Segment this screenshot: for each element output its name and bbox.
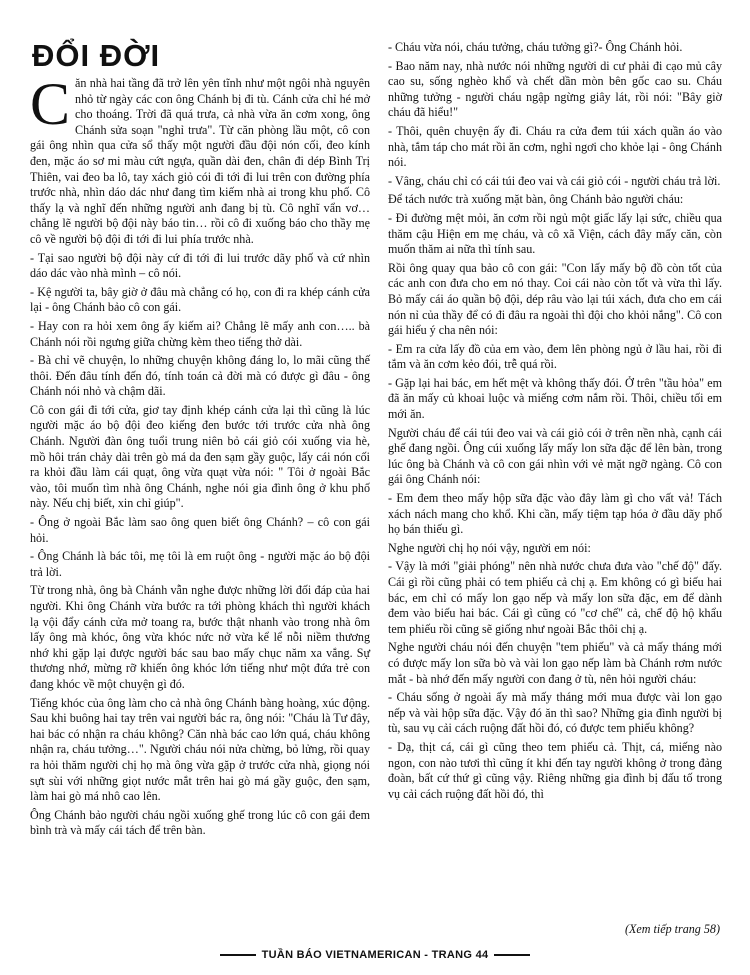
footer-text: TUẦN BÁO VIETNAMERICAN - TRANG 44: [261, 949, 489, 961]
lead-paragraph: [30, 71, 370, 248]
right-column: [388, 40, 722, 805]
lead-paragraph-text: ăn nhà hai tầng đã trở lên yên tĩnh như một ngôi nhà nguyên nhỏ từ ngày các con ông Chánh bị đi tù. Cánh cửa chỉ hé mở cho thoáng. Trời đã quá trưa, cả nhà vừa ăn cơm xong, ông Chánh sửa soạn "nghỉ trưa". Từ căn phòng lầu một, cô con gái ông nhìn qua cửa sổ thấy một người đầu đội nón cối, đeo kính đen, mặc áo sơ mi màu cứt ngựa, quần dài đen, chân đi dép Bình Trị Thiên, vai đeo ba lô, tay xách giỏ cói đi tới đi lui trên con đường phía trước nhà, nhìn dáo dác như đang tìm kiếm nhà ai trong khu phố. Cô thấy lạ và nghĩ đến những người anh đang bị tù. Cô nghĩ vẩn vơ… chẳng lẽ người bộ đội này báo tin… rồi cô đi xuống báo cho thầy mẹ cô về người bộ đội đi tới đi lui phía trước nhà.: [30, 76, 370, 246]
body-paragraph: - Gặp lại hai bác, em hết mệt và không thấy đói. Ở trên "tầu hỏa" em đã ăn mấy củ khoai luộc và miếng cơm nắm rồi. Thôi, chiều tối em mới ăn.: [388, 375, 722, 422]
body-paragraph: - Kệ người ta, bây giờ ở đâu mà chẳng có họ, con đi ra khép cánh cửa lại - ông Chánh bảo cô con gái.: [30, 284, 370, 315]
article-title: ĐỔI ĐỜI: [32, 38, 161, 73]
body-paragraph: - Vậy là mới "giải phóng" nên nhà nước chưa đưa vào "chế độ" đấy. Cái gì rồi cũng phải có tem phiếu cả chị ạ. Em không có gì biếu hai bác, em chỉ có mấy lon gạo nếp và mấy lon sữa đặc, em để dành đem vào biếu hai bác. Cái gì cũng có "cơ chế" cả, chế độ hộ khẩu tem phiếu rồi cũng sẽ giống như ngoài Bắc thôi chị ạ.: [388, 559, 722, 636]
drop-cap: C: [30, 71, 71, 137]
body-paragraph: - Cháu vừa nói, cháu tưởng, cháu tưởng gì?- Ông Chánh hỏi.: [388, 40, 683, 54]
body-paragraph: - Dạ, thịt cá, cái gì cũng theo tem phiếu cả. Thịt, cá, miếng nào ngon, con nào tươi thì cũng ít khi đến tay người không ở trong đảng đoàn, bất cứ thứ gì cũng vậy. Riêng những gia đình bị đấu tố trong vụ cải cách ruộng đất hồi đó, thì: [388, 739, 722, 801]
body-paragraph: Nghe người cháu nói đến chuyện "tem phiếu" và cả mấy tháng mới có được mấy lon sữa bò và vài lon gạo nếp làm bà Chánh rơm nước mắt - bà nhớ đến mấy người con đang ở tù, nên hỏi người cháu:: [388, 640, 722, 686]
footer-rule-left: [220, 954, 256, 956]
body-paragraph: Từ trong nhà, ông bà Chánh vẫn nghe được những lời đối đáp của hai người. Khi ông Chánh vừa bước ra tới phòng khách thì người khách lạ vội đẩy cánh cửa mở toang ra, bước thật nhanh vào trong nhà ôm lấy ông mà khóc, ông vừa khóc nức nở vừa kể lể nỗi niềm thương nhớ khi gặp lại được người bác sau bao mấy chục năm xa vắng. Sự thương nhớ, mừng rỡ khiến ông khóc lớn tiếng như một đứa trẻ con đang khóc về một chuyện gì đó.: [30, 583, 370, 691]
footer-rule-right: [494, 954, 530, 956]
body-paragraph: - Bà chỉ vẽ chuyện, lo những chuyện không đáng lo, lo mãi cũng thế thôi. Đến đâu tính đến đó, tính toán cả đời mà có được gì đâu - ông Chánh nói nhỏ và chậm dãi.: [30, 353, 370, 399]
body-paragraph: - Thôi, quên chuyện ấy đi. Cháu ra cửa đem túi xách quần áo vào nhà, tắm táp cho mát rồi ăn cơm, nghỉ ngơi cho khỏe lại - ông Chánh nói.: [388, 123, 722, 170]
body-paragraph: Để tách nước trà xuống mặt bàn, ông Chánh bảo người cháu:: [388, 192, 684, 207]
body-paragraph: Người cháu để cái túi đeo vai và cái giỏ cói ở trên nền nhà, cạnh cái ghế đang ngồi. Ông cúi xuống lấy mấy lon sữa đặc để lên bàn, trong lúc ông bà Chánh và cô con gái nhìn với vẻ mặt ngỡ ngàng. Cô con gái ông Chánh nói:: [388, 425, 722, 487]
body-paragraph: Ông Chánh bảo người cháu ngồi xuống ghế trong lúc cô con gái đem bình trà và mấy cái tách để trên bàn.: [30, 807, 370, 838]
body-paragraph: - Cháu sống ở ngoài ấy mà mấy tháng mới mua được vài lon gạo nếp và vài hộp sữa đặc. Vậy đó ăn thì sao? Những gia đình người bị tù, sau vụ cải cách ruộng đất hồi đó, có được tem phiếu không?: [388, 690, 722, 736]
body-paragraph: Cô con gái đi tới cửa, giơ tay định khép cánh cửa lại thì cũng là lúc người mặc áo bộ đội đeo kiếng đen bước tới trước cửa nhà ông Chánh. Người đàn ông tuổi trung niên bỏ cái giỏ cói xuống via hè, mồ hôi trán chảy dài trên gò má da đen sạm gầy guộc, lấy cái nón cối ra khỏi đầu làm cái quạt, ông vừa quạt vừa nói: " Tôi ở ngoài Bắc vào, tôi muốn tìm nhà ông Chánh, nghe nói gia đình ông ở khu phố này. Nếu chị biết, xin chỉ giúp".: [30, 402, 370, 511]
body-paragraph: Nghe người chị họ nói vậy, người em nói:: [388, 540, 591, 555]
body-paragraph: - Hay con ra hỏi xem ông ấy kiếm ai? Chẳng lẽ mấy anh con….. bà Chánh nói rồi ngưng giữa chừng kèm theo tiếng thở dài.: [30, 318, 370, 349]
body-paragraph: - Đi đường mệt mỏi, ăn cơm rồi ngủ một giấc lấy lại sức, chiều qua thăm cậu Hiện em mẹ cháu, và cô xã Viện, cách đây mấy căn, còn muốn thăm ai nữa thì tính sau.: [388, 210, 722, 257]
body-paragraph: Tiếng khóc của ông làm cho cả nhà ông Chánh bàng hoàng, xúc động. Sau khi buông hai tay trên vai người bác ra, ông nói: "Cháu là Tư đây, hai bác có nhận ra cháu không? Căn nhà bác cao lớn quá, cháu không nhận ra, cháu tưởng…". Người cháu nói nửa chừng, bỏ lửng, rồi quay ra hỏi thăm người chị họ mà ông vừa gặp ở trước cửa nhà, giọng nói sựt sùi với những giọt nước mắt trên hai gò má gầy guộc, đen sạm, làm hai gò má nhô cao lên.: [30, 695, 370, 804]
body-paragraph: - Em ra cửa lấy đồ của em vào, đem lên phòng ngủ ở lầu hai, rồi đi tắm và ăn cơm kẻo đói, trễ quá rồi.: [388, 341, 722, 372]
body-paragraph: - Tại sao người bộ đội này cứ đi tới đi lui trước dãy phố và cứ nhìn dáo dác vào nhà mình – cô nói.: [30, 250, 370, 281]
right-body: [388, 40, 722, 802]
left-body: [30, 251, 370, 839]
body-paragraph: - Ông Chánh là bác tôi, mẹ tôi là em ruột ông - người mặc áo bộ đội trả lời.: [30, 549, 370, 579]
continuation-note: (Xem tiếp trang 58): [624, 922, 720, 936]
page-footer: [0, 949, 750, 961]
body-paragraph: - Em đem theo mấy hộp sữa đặc vào đây làm gì cho vất vả! Tách xách nách mang cho khổ. Khi cần, mấy tiệm tạp hóa ở đầu dãy phố họ bán thiếu gì.: [388, 491, 722, 537]
body-paragraph: - Bao năm nay, nhà nước nói những người di cư phải đi cạo mủ cây cao su, sống nghèo khổ và chết dần mòn bên gốc cao su. Cháu những tưởng - người cháu ngập ngừng giây lát, rồi nói: "Bây giờ cháu đã hiểu!": [388, 58, 722, 120]
body-paragraph: - Ông ở ngoài Bắc làm sao ông quen biết ông Chánh? – cô con gái hỏi.: [30, 515, 370, 545]
body-paragraph: - Vâng, cháu chỉ có cái túi đeo vai và cái giỏ cói - người cháu trả lời.: [388, 173, 721, 188]
body-paragraph: Rồi ông quay qua bảo cô con gái: "Con lấy mấy bộ đồ còn tốt của các anh con đưa cho em nó thay. Coi cái nào còn tốt và vừa thì lấy. Bỏ mấy cái áo quần bộ đội, dép râu vào lại túi xách, đưa cho em cái nón nỉ của thầy để có đi đâu ra ngoài thì đội cho khỏi nắng". Cô con gái hiểu ý cha nên nói:: [388, 260, 722, 338]
left-column: [30, 38, 370, 842]
